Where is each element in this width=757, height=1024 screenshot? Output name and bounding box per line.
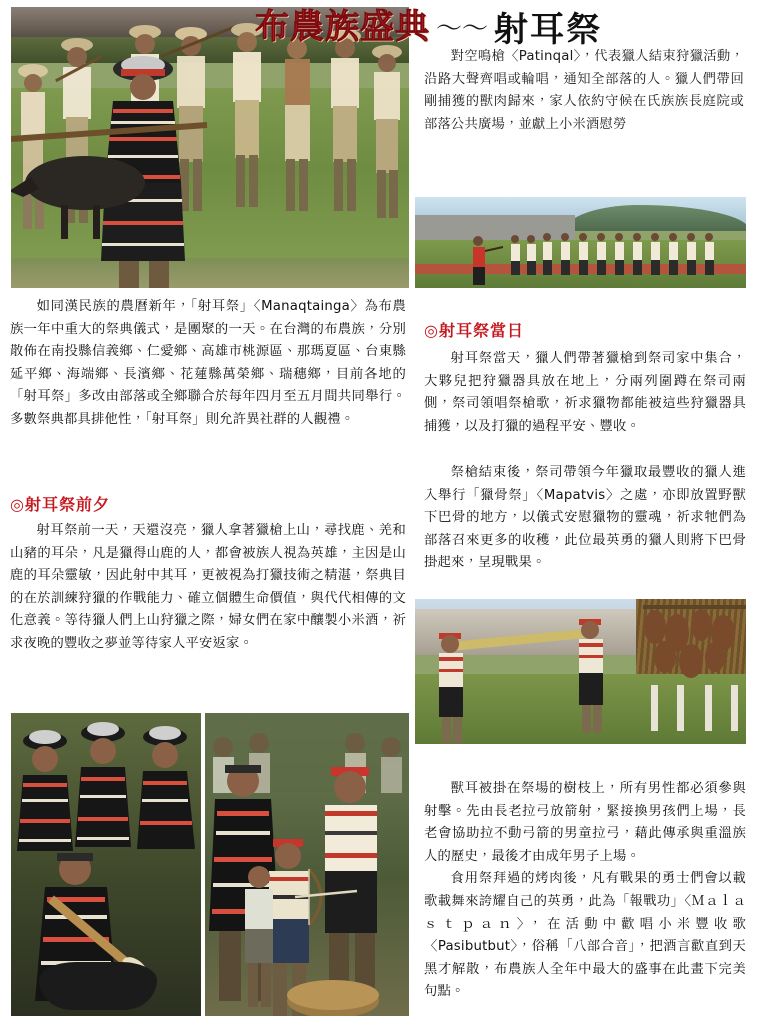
title-sub-text: 射耳祭 — [494, 10, 603, 50]
children-shooting-bow-photo — [204, 712, 410, 1017]
page-title — [255, 2, 755, 52]
pole-carriers-figures — [415, 599, 747, 745]
archery-ceremony-field-photo — [414, 196, 747, 289]
paragraph-left-2: 射耳祭前一天，天還沒亮，獵人拿著獵槍上山，尋找鹿、羌和山豬的耳朵，凡是獵得山鹿的人，都會被族人視為英雄，主因是山鹿的耳朵靈敏，因此射中其耳，更被視為打獵技術之精湛，祭典目的在於訓練狩獵的作戰能力、確立個體生命價值，與代代相傳的文化意義。等待獵人們上山狩獵之際，婦女們在家中釀製小米酒，祈求夜晚的豐收之夢並等待家人平安返家。 — [10, 523, 406, 651]
children-figures — [205, 713, 410, 1017]
section-heading-festival-eve: ◎射耳祭前夕 — [10, 495, 110, 514]
left-column-intro — [10, 296, 406, 432]
paragraph-right-3b: 食用祭拜過的烤肉後，凡有戰果的勇士們會以載歌載舞來誇耀自己的英勇，此為「報戰功」〈Ｍａｌａｓｔｐａｎ〉，在活動中歡唱小米豐收歌〈Pasibutbut〉，俗稱「八部合音」，把酒言歡直到天黑才解散，布農族人全年中最大的盛事在此畫下完美句點。 — [424, 871, 746, 1000]
left-column-eve-text — [10, 520, 406, 656]
right-column-bone-ritual-text — [424, 462, 746, 575]
paragraph-left-1: 如同漢民族的農曆新年，「射耳祭」〈Manaqtainga〉為布農族一年中重大的祭典儀式，是團聚的一天。在台灣的布農族，分別散佈在南投縣信義鄉、仁愛鄉、高雄市桃源區、那瑪夏區、台東縣延平鄉、海端鄉、長濱鄉、花蓮縣萬榮鄉、瑞穗鄉，目前各地的「射耳祭」多改由部落或全鄉聯合於每年四月至五月間共同舉行。多數祭典都具排他性，「射耳祭」則允許異社群的人觀禮。 — [10, 299, 406, 427]
archery-participants — [415, 197, 747, 289]
title-main-text: 布農族盛典 — [255, 6, 430, 47]
woman-stirring-millet-photo — [10, 712, 202, 1017]
paragraph-right-2: 祭槍結束後，祭司帶領今年獵取最豐收的獵人進入舉行「獵骨祭」〈Mapatvis〉之處，亦即放置野獸下巴骨的地方，以儀式安慰獵物的靈魂，祈求牠們為部落召來更多的收穫，此位最英勇的獵人則將下巴骨掛起來，呈現戰果。 — [424, 465, 746, 571]
paragraph-right-3a: 獸耳被掛在祭場的樹枝上，所有男性都必須參與射擊。先由長老拉弓放箭射，緊接換男孩們上場，長老會協助拉不動弓箭的男童拉弓，藉此傳承與重溫族人的歷史，最後才由成年男子上場。 — [424, 781, 746, 864]
section-heading-festival-day: ◎射耳祭當日 — [424, 321, 524, 340]
cooking-pot — [39, 962, 157, 1010]
men-carrying-pole-photo — [414, 598, 747, 745]
paragraph-right-top: 對空鳴槍〈Patinqal〉，代表獵人結束狩獵活動，沿路大聲齊唱或輪唱，通知全部落的人。獵人們帶回剛捕獲的獸肉歸來，家人依約守候在氏族族長庭院或部落公共廣場，並獻上小米酒慰勞 — [424, 49, 744, 132]
right-column-day-text — [424, 348, 746, 438]
intro-paragraph-block — [424, 46, 744, 136]
paragraph-right-1: 射耳祭當天，獵人們帶著獵槍到祭司家中集合，大夥兒把狩獵器具放在地上，分兩列圍蹲在祭司兩側，祭司領唱祭槍歌，祈求獵物都能被這些狩獵器具捕獲，以及打獵的過程平安、豐收。 — [424, 351, 746, 434]
title-wave-decoration: ～～ — [436, 14, 489, 44]
right-column-closing-text — [424, 778, 746, 1004]
